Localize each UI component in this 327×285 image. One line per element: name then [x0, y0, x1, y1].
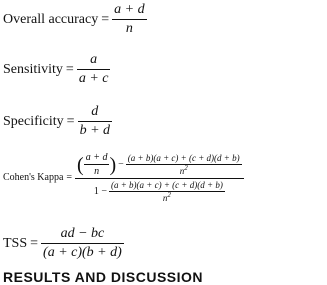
overall-accuracy-label: Overall accuracy: [3, 11, 99, 27]
kappa-bottom-fraction: [109, 180, 225, 203]
cohens-kappa-bottom: [92, 179, 227, 203]
one-minus: 1 −: [93, 186, 107, 197]
cohens-kappa-fraction: [75, 152, 244, 203]
kappa-inner-numerator: a + d: [85, 152, 108, 163]
kappa-inner-fraction: [84, 152, 110, 177]
kappa-top-right-numerator: (a + b)(a + c) + (c + d)(d + b): [127, 153, 240, 163]
kappa-inner-denominator: n: [94, 166, 100, 177]
sensitivity-numerator: a: [90, 52, 98, 67]
sensitivity-denominator: a + c: [78, 71, 109, 86]
formula-overall-accuracy: [3, 2, 147, 37]
equals-sign: =: [65, 61, 74, 77]
kappa-top-right-fraction: [126, 153, 242, 176]
specificity-denominator: b + d: [79, 123, 111, 138]
kappa-bottom-denominator: $n^2$: [162, 191, 171, 203]
specificity-label: Specificity: [3, 113, 64, 129]
equals-sign: =: [101, 11, 110, 27]
minus-sign: −: [118, 159, 124, 170]
formula-specificity: [3, 104, 112, 139]
formula-sensitivity: [3, 52, 110, 87]
equals-sign: =: [66, 113, 75, 129]
formula-tss: [3, 226, 124, 261]
equals-sign: =: [30, 235, 39, 251]
right-paren: ): [109, 153, 117, 176]
overall-accuracy-numerator: a + d: [114, 2, 145, 17]
sensitivity-label: Sensitivity: [3, 61, 63, 77]
kappa-top-right-denominator: $n^2$: [179, 164, 188, 176]
cohens-kappa-label: Cohen's Kappa: [3, 172, 64, 183]
specificity-numerator: d: [91, 104, 99, 119]
section-heading: RESULTS AND DISCUSSION: [3, 269, 204, 285]
overall-accuracy-denominator: n: [125, 21, 133, 36]
tss-numerator: ad − bc: [60, 226, 105, 241]
overall-accuracy-fraction: [112, 2, 146, 37]
left-paren: (: [77, 153, 84, 176]
equals-sign: =: [66, 172, 73, 183]
formula-cohens-kappa: [3, 152, 244, 203]
tss-label: TSS: [3, 235, 28, 251]
cohens-kappa-top: [75, 152, 244, 178]
kappa-bottom-numerator: (a + b)(a + c) + (c + d)(d + b): [110, 180, 223, 190]
sensitivity-fraction: [77, 52, 111, 87]
specificity-fraction: [78, 104, 112, 139]
tss-fraction: [41, 226, 124, 261]
tss-denominator: (a + c)(b + d): [43, 245, 122, 260]
